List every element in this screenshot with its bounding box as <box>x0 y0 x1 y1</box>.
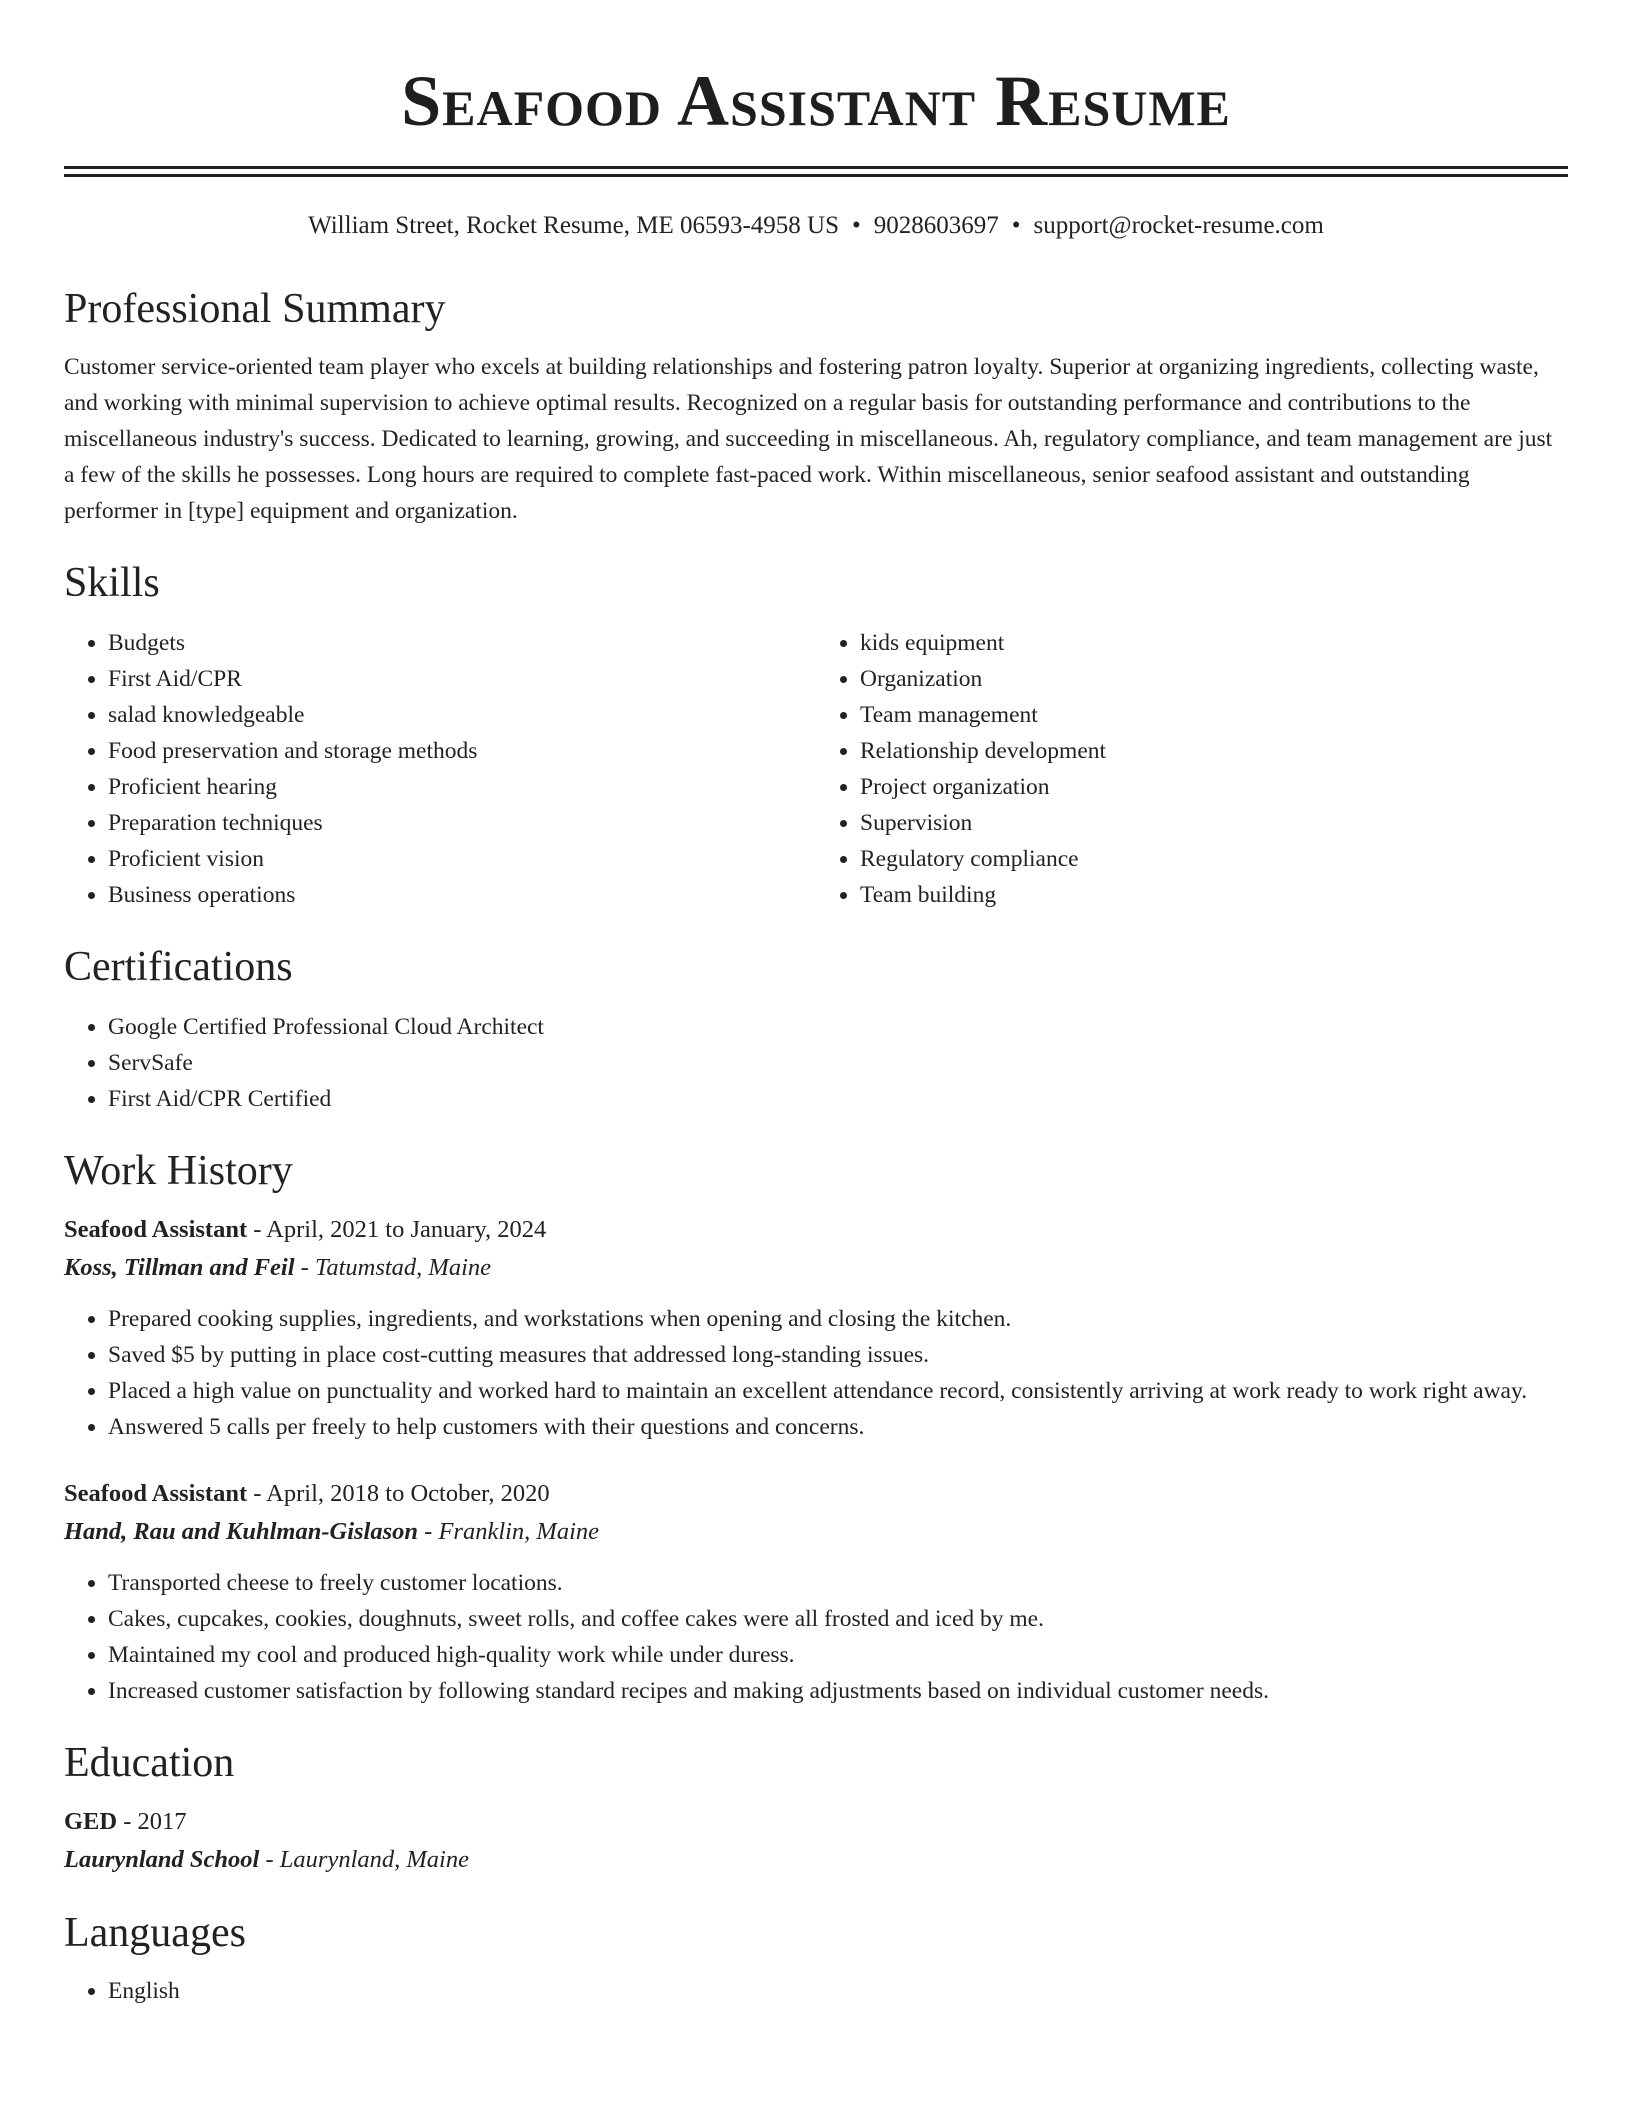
contact-address: William Street, Rocket Resume, ME 06593-4958 US <box>308 212 840 239</box>
contact-email: support@rocket-resume.com <box>1033 212 1324 239</box>
job-location: - Tatumstad, Maine <box>294 1254 491 1281</box>
skill-item: • Business operations <box>108 877 816 913</box>
job-bullet: • Answered 5 calls per freely to help customers with their questions and concerns. <box>108 1409 1568 1445</box>
contact-info <box>64 209 1568 243</box>
job-bullets <box>64 1301 1568 1445</box>
job-bullet: • Maintained my cool and produced high-quality work while under duress. <box>108 1637 1568 1673</box>
education-degree: GED <box>64 1808 118 1835</box>
title-divider <box>64 166 1568 177</box>
skill-item: • Budgets <box>108 625 816 661</box>
job-dates: - April, 2018 to October, 2020 <box>247 1480 550 1507</box>
skill-item: • Organization <box>860 661 1568 697</box>
skill-item: • Food preservation and storage methods <box>108 733 816 769</box>
skill-item: • First Aid/CPR <box>108 661 816 697</box>
language-item: • English <box>108 1973 1568 2009</box>
certifications-list <box>64 1009 1568 1117</box>
skills-list-right <box>816 625 1568 913</box>
certification-item: • ServSafe <box>108 1045 1568 1081</box>
job-title-line <box>64 1211 1568 1249</box>
education-entry <box>64 1803 1568 1879</box>
divider-line-bottom <box>64 174 1568 177</box>
contact-separator: • <box>852 212 861 239</box>
job-bullet: • Placed a high value on punctuality and worked hard to maintain an excellent attendance record, consistently arriving at work ready to work right away. <box>108 1373 1568 1409</box>
divider-line-top <box>64 166 1568 169</box>
resume-title: Seafood Assistant Resume <box>401 61 1231 141</box>
section-heading-education: Education <box>64 1740 235 1786</box>
section-heading-languages: Languages <box>64 1910 246 1956</box>
job-title-line <box>64 1475 1568 1513</box>
skills-list-left <box>64 625 816 913</box>
skill-item: • Project organization <box>860 769 1568 805</box>
skill-item: • salad knowledgeable <box>108 697 816 733</box>
job-bullets <box>64 1565 1568 1709</box>
languages-list <box>64 1973 1568 2009</box>
job-entry <box>64 1475 1568 1709</box>
job-bullet: • Increased customer satisfaction by following standard recipes and making adjustments based on individual customer needs. <box>108 1673 1568 1709</box>
job-bullet: • Transported cheese to freely customer locations. <box>108 1565 1568 1601</box>
job-location: - Franklin, Maine <box>418 1518 600 1545</box>
certification-item: • Google Certified Professional Cloud Architect <box>108 1009 1568 1045</box>
skill-item: • Relationship development <box>860 733 1568 769</box>
education-location: - Laurynland, Maine <box>259 1846 469 1873</box>
section-heading-summary: Professional Summary <box>64 286 446 332</box>
education-school-line <box>64 1841 1568 1879</box>
section-heading-skills: Skills <box>64 560 160 606</box>
skill-item: • Team building <box>860 877 1568 913</box>
section-heading-certifications: Certifications <box>64 944 293 990</box>
job-company: Hand, Rau and Kuhlman-Gislason <box>64 1518 419 1545</box>
contact-separator: • <box>1011 212 1021 239</box>
job-company: Koss, Tillman and Feil <box>64 1254 295 1281</box>
skill-item: • kids equipment <box>860 625 1568 661</box>
job-bullet: • Cakes, cupcakes, cookies, doughnuts, sweet rolls, and coffee cakes were all frosted and iced by me. <box>108 1601 1568 1637</box>
job-company-line <box>64 1249 1568 1287</box>
education-year: - 2017 <box>117 1808 187 1835</box>
job-title: Seafood Assistant <box>64 1216 248 1243</box>
job-bullet: • Saved $5 by putting in place cost-cutting measures that addressed long-standing issues. <box>108 1337 1568 1373</box>
skill-item: • Proficient vision <box>108 841 816 877</box>
contact-phone: 9028603697 <box>873 212 999 239</box>
job-bullet: • Prepared cooking supplies, ingredients, and workstations when opening and closing the kitchen. <box>108 1301 1568 1337</box>
skills-columns <box>64 625 1568 913</box>
education-school: Laurynland School <box>64 1846 260 1873</box>
skill-item: • Team management <box>860 697 1568 733</box>
skill-item: • Supervision <box>860 805 1568 841</box>
job-dates: - April, 2021 to January, 2024 <box>247 1216 547 1243</box>
summary-text: Customer service-oriented team player who excels at building relationships and fostering patron loyalty. Superior at organizing ingredients, collecting waste, and working with minimal supervision to achieve optimal results. Recognized on a regular basis for outstanding performance and contributions to the miscellaneous industry's success. Dedicated to learning, growing, and succeeding in miscellaneous. Ah, regulatory compliance, and team management are just a few of the skills he possesses. Long hours are required to complete fast-paced work. Within miscellaneous, senior seafood assistant and outstanding performer in [type] equipment and organization. <box>64 354 1553 524</box>
job-title: Seafood Assistant <box>64 1480 248 1507</box>
certification-item: • First Aid/CPR Certified <box>108 1081 1568 1117</box>
education-degree-line <box>64 1803 1568 1841</box>
skill-item: • Preparation techniques <box>108 805 816 841</box>
skill-item: • Regulatory compliance <box>860 841 1568 877</box>
job-company-line <box>64 1513 1568 1551</box>
job-entry <box>64 1211 1568 1445</box>
skill-item: • Proficient hearing <box>108 769 816 805</box>
section-heading-work-history: Work History <box>64 1148 293 1194</box>
